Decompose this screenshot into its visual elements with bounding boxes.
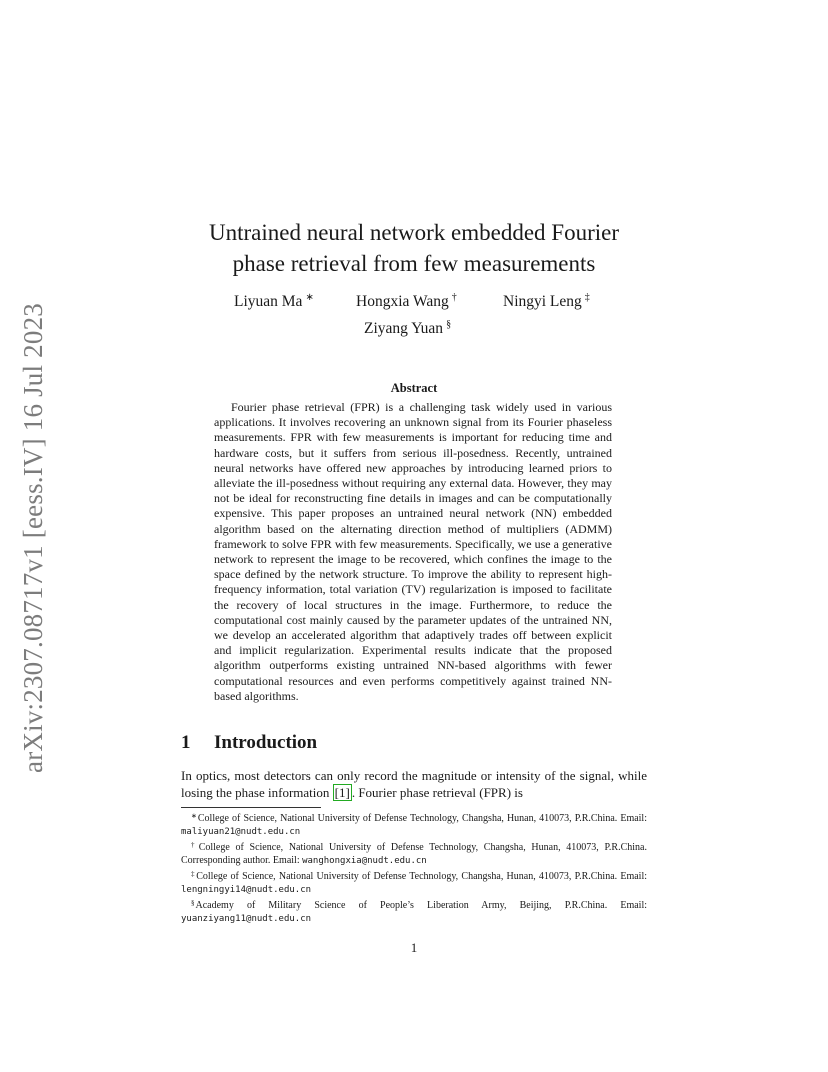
arxiv-identifier-stamp: arXiv:2307.08717v1 [eess.IV] 16 Jul 2023 [18,303,48,773]
author-3: Ningyi Leng ‡ [503,292,590,310]
footnote: §Academy of Military Science of People’s Liberation Army, Beijing, P.R.China. Email: yuanziyang11@nudt.edu.cn [181,899,647,924]
title-line-2: phase retrieval from few measurements [232,251,596,276]
email-address: maliyuan21@nudt.edu.cn [181,827,301,837]
author-4: Ziyang Yuan § [364,319,452,337]
introduction-paragraph [181,767,647,801]
section-heading [181,732,317,754]
author-2: Hongxia Wang † [356,292,457,310]
paper-title [0,217,828,279]
section-title: Introduction [214,732,318,753]
intro-text: In optics, most detectors can only record the magnitude or intensity of the signal, while losing the phase information [181,768,647,800]
footnote: †College of Science, National University of Defense Technology, Changsha, Hunan, 410073, P.R.China. Corresponding author. Email: wanghongxia@nudt.edu.cn [181,841,647,866]
intro-text-continued: . Fourier phase retrieval (FPR) is [351,785,523,800]
author-1: Liyuan Ma ∗ [234,292,314,310]
email-address: lengningyi14@nudt.edu.cn [181,885,312,895]
footnotes [181,810,647,926]
section-number: 1 [181,732,191,753]
abstract-text: Fourier phase retrieval (FPR) is a challenging task widely used in various applications. It involves recovering an unknown signal from its Fourier phaseless measurements. FPR with few measurements is important for reducing time and hardware costs, but it suffers from serious ill-posedness. Recently, untrained neural networks have offered new approaches by introducing learned priors to alleviate the ill-posedness without requiring any external data. However, they may not be ideal for reconstructing fine details in images and can be computationally expensive. This paper proposes an untrained neural network (NN) embedded algorithm based on the alternating direction method of multipliers (ADMM) framework to solve FPR with few measurements. Specifically, we use a generative network to represent the image to be recovered, which confines the image to the space defined by the network structure. To improve the ability to represent high-frequency information, total variation (TV) regularization is imposed to facilitate the recovery of local structures in the image. Furthermore, to reduce the computational cost mainly caused by the parameter updates of the untrained NN, we develop an accelerated algorithm that adaptively trades off between explicit and implicit regularization. Experimental results indicate that the proposed algorithm outperforms existing untrained NN-based algorithms with fewer computational resources and even performs competitively against trained NN-based algorithms. [214,400,612,703]
abstract-heading: Abstract [390,381,438,395]
citation-link[interactable]: [1] [334,785,350,800]
abstract-body [214,400,612,704]
title-line-1: Untrained neural network embedded Fourier [208,220,620,245]
footnote: ‡College of Science, National University of Defense Technology, Changsha, Hunan, 410073, P.R.China. Email: lengningyi14@nudt.edu.cn [181,870,647,895]
footnote: ∗College of Science, National University of Defense Technology, Changsha, Hunan, 410073, P.R.China. Email: maliyuan21@nudt.edu.cn [181,812,647,837]
page-number: 1 [410,940,418,955]
email-address: yuanziyang11@nudt.edu.cn [181,914,312,924]
footnote-rule [181,807,321,808]
email-address: wanghongxia@nudt.edu.cn [302,856,427,866]
